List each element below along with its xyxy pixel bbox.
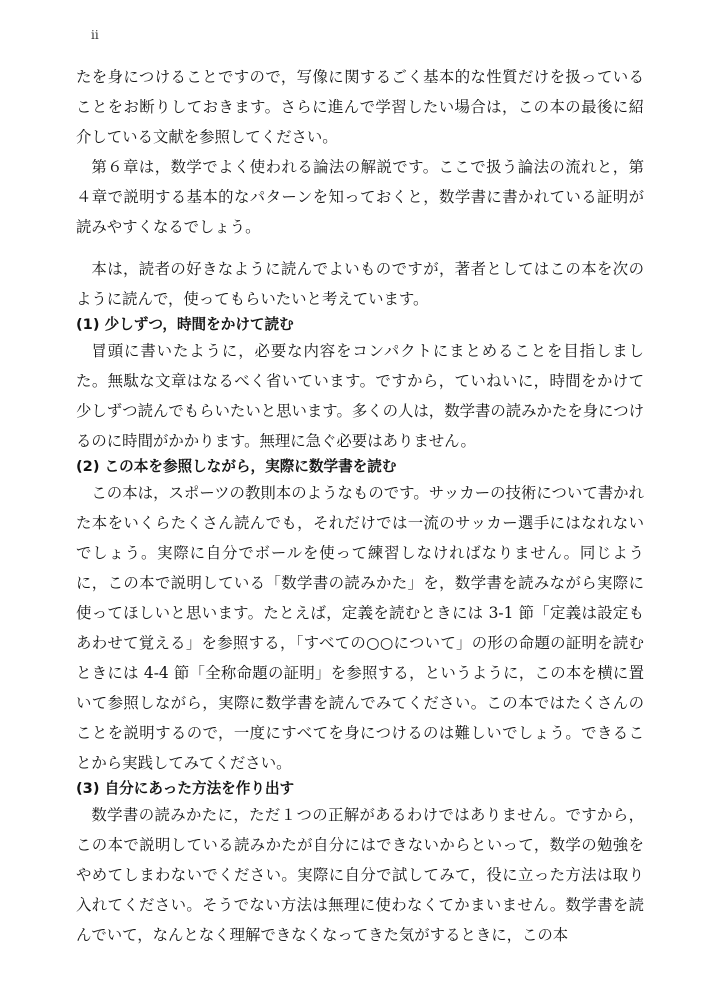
paragraph-continuation: たを身につけることですので，写像に関するごく基本的な性質だけを扱っていることをお断りしておきます。さらに進んで学習したい場合は，この本の最後に紹介している文献を参照してください。: [76, 68, 644, 146]
section-heading-2: (2) この本を参照しながら，実際に数学書を読む: [76, 458, 397, 475]
paragraph-chapter6: 第６章は，数学でよく使われる論法の解説です。ここで扱う論法の流れと，第４章で説明する基本的なパターンを知っておくと，数学書に書かれている証明が読みやすくなるでしょう。: [76, 158, 644, 236]
section-body-3: 数学書の読みかたに，ただ１つの正解があるわけではありません。ですから，この本で説明している読みかたが自分にはできないからといって，数学の勉強をやめてしまわないでください。実際に自分で試してみて，役に立った方法は取り入れてください。そうでない方法は無理に使わなくてかまいません。数学書を読んでいて，なんとなく理解できなくなってきた気がするときに，この本: [76, 806, 644, 944]
page-body: [76, 62, 644, 950]
section-body-2: この本は，スポーツの教則本のようなものです。サッカーの技術について書かれた本をいくらたくさん読んでも，それだけでは一流のサッカー選手にはなれないでしょう。実際に自分でボールを使って練習しなければなりません。同じように，この本で説明している「数学書の読みかた」を，数学書を読みながら実際に使ってほしいと思います。たとえば，定義を読むときには 3-1 節「定義は設定もあわせて覚える」を参照する，「すべての○○について」の形の命題の証明を読むときには 4-4 節「全称命題の証明」を参照する，というように，この本を横に置いて参照しながら，実際に数学書を読んでみてください。この本ではたくさんのことを説明するので，一度にすべてを身につけるのは難しいでしょう。できることから実践してみてください。: [76, 484, 644, 772]
paragraph-how-to-read: 本は，読者の好きなように読んでよいものですが，著者としてはこの本を次のように読んで，使ってもらいたいと考えています。: [76, 260, 644, 308]
page-number: ii: [91, 28, 99, 42]
section-body-1: 冒頭に書いたように，必要な内容をコンパクトにまとめることを目指しました。無駄な文章はなるべく省いています。ですから，ていねいに，時間をかけて少しずつ読んでもらいたいと思います。多くの人は，数学書の読みかたを身につけるのに時間がかかります。無理に急ぐ必要はありません。: [76, 342, 644, 450]
section-heading-3: (3) 自分にあった方法を作り出す: [76, 780, 295, 797]
section-heading-1: (1) 少しずつ，時間をかけて読む: [76, 316, 294, 333]
